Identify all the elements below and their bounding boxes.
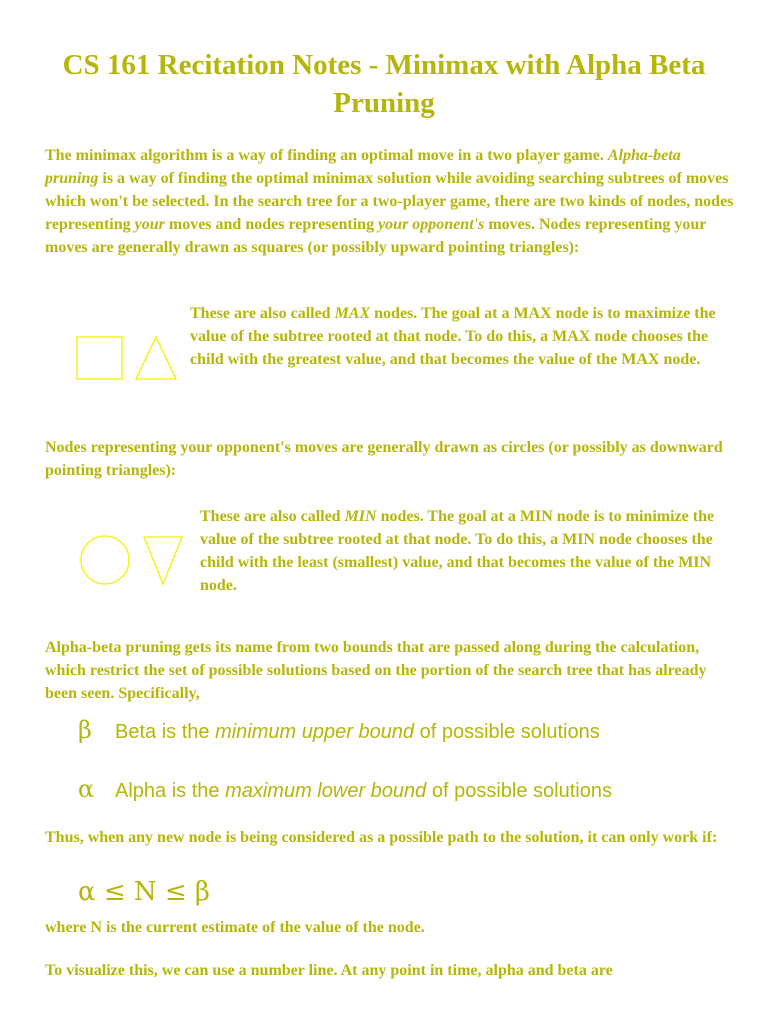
alpha-symbol: α <box>78 775 95 803</box>
bound-inequality: α ≤ N ≤ β <box>78 877 210 907</box>
max-node-icons <box>76 336 180 382</box>
intro-paragraph: The minimax algorithm is a way of finding an optimal move in a two player game. Alpha-beta pruning is a way of finding the optimal minimax solution while avoiding searching subtrees of moves which won't be selected. In the search tree for a two-player game, there are two kinds of nodes, nodes representing your moves and nodes representing your opponent's moves. Nodes representing your moves are generally drawn as squares (or possibly upward pointing triangles): <box>45 147 734 256</box>
beta-definition: β Beta is the minimum upper bound of possible solutions <box>78 716 600 744</box>
beta-symbol: β <box>78 716 92 744</box>
min-down-triangle-icon <box>144 537 182 584</box>
where-paragraph: where N is the current estimate of the value of the node. <box>45 919 425 936</box>
visualize-paragraph: To visualize this, we can use a number line. At any point in time, alpha and beta are <box>45 962 613 979</box>
bounds-intro-paragraph: Alpha-beta pruning gets its name from two bounds that are passed along during the calculation, which restrict the set of possible solutions based on the portion of the search tree that has already been seen. Specifically, <box>45 639 707 702</box>
opponent-nodes-paragraph: Nodes representing your opponent's moves are generally drawn as circles (or possibly as downward pointing triangles): <box>45 439 723 479</box>
min-node-icons <box>80 534 186 586</box>
min-node-description: These are also called MIN nodes. The goal at a MIN node is to minimize the value of the subtree rooted at that node. To do this, a MIN node chooses the child with the least (smallest) value, and that becomes the value of the MIN node. <box>200 508 715 594</box>
alpha-definition: α Alpha is the maximum lower bound of possible solutions <box>78 775 612 803</box>
max-up-triangle-icon <box>136 337 176 379</box>
page-title: CS 161 Recitation Notes - Minimax with Alpha Beta Pruning <box>62 49 706 119</box>
min-circle-icon <box>81 536 129 584</box>
thus-paragraph: Thus, when any new node is being considered as a possible path to the solution, it can only work if: <box>45 829 718 846</box>
max-node-description: These are also called MAX nodes. The goal at a MAX node is to maximize the value of the subtree rooted at that node. To do this, a MAX node chooses the child with the greatest value, and that becomes the value of the MAX node. <box>190 305 716 368</box>
max-square-icon <box>77 337 122 379</box>
